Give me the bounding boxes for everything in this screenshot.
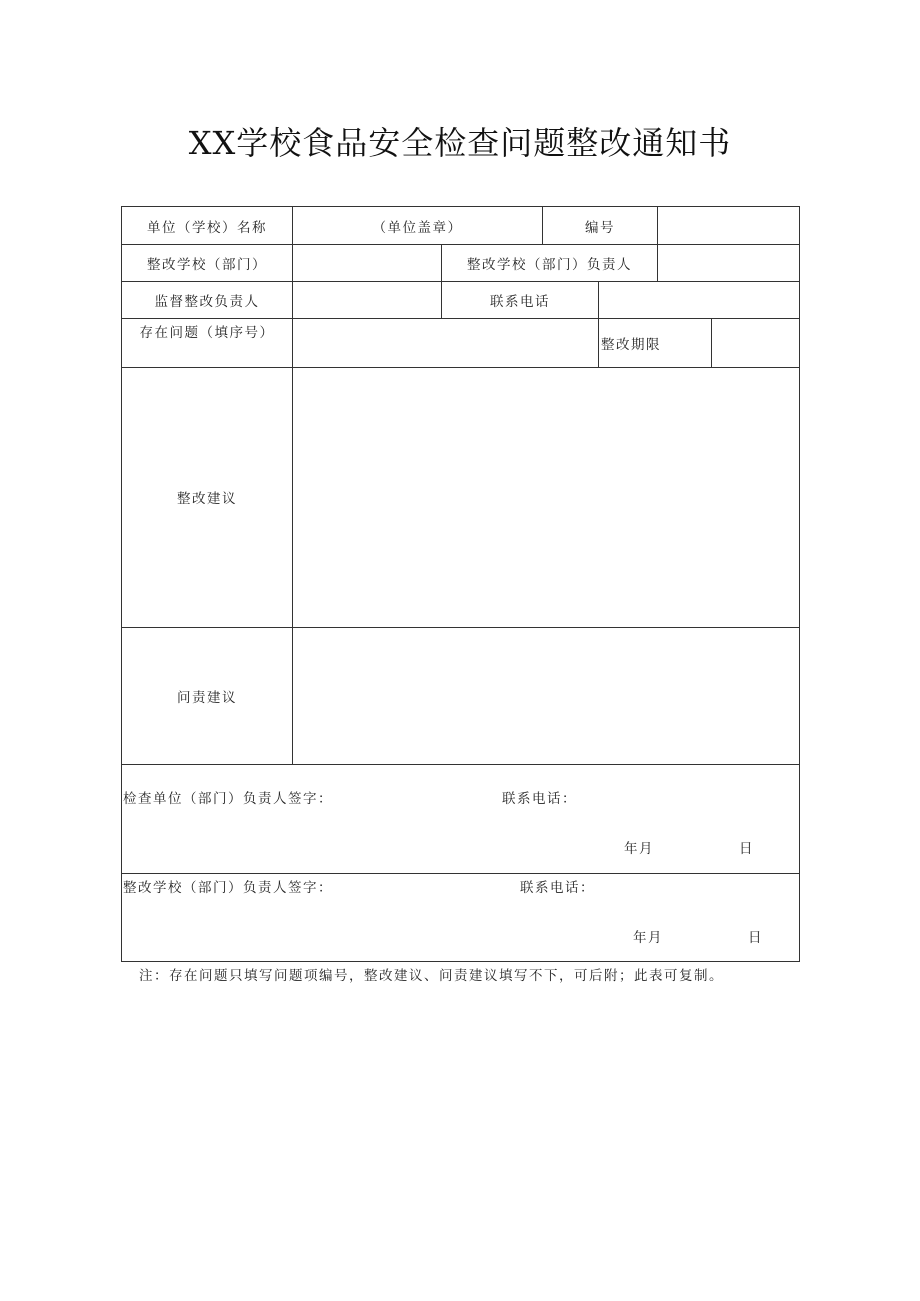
unit-name-label: 单位（学校）名称 — [147, 219, 267, 236]
rectify-suggestion-label: 整改建议 — [177, 491, 237, 507]
rectify-school-field[interactable] — [293, 244, 441, 281]
school-phone-label: 联系电话： — [520, 880, 595, 896]
inspector-day-label: 日 — [739, 841, 754, 857]
school-signature-field[interactable] — [122, 874, 799, 961]
number-field[interactable] — [658, 207, 799, 244]
number-label: 编号 — [585, 219, 615, 236]
deadline-label: 整改期限 — [601, 336, 661, 353]
school-signature-label: 整改学校（部门）负责人签字： — [123, 880, 333, 896]
rectify-suggestion-field[interactable] — [293, 368, 799, 627]
school-year-month-label: 年月 — [633, 930, 663, 946]
inspector-phone-label: 联系电话： — [502, 791, 577, 807]
footnote: 注：存在问题只填写问题项编号，整改建议、问责建议填写不下，可后附；此表可复制。 — [139, 968, 724, 984]
rectify-head-label: 整改学校（部门）负责人 — [467, 256, 632, 273]
inspector-signature-field[interactable] — [122, 765, 799, 873]
inspector-signature-label: 检查单位（部门）负责人签字： — [123, 791, 333, 807]
deadline-field[interactable] — [712, 318, 799, 367]
rectify-head-field[interactable] — [658, 244, 799, 281]
accountability-label: 问责建议 — [177, 689, 237, 706]
school-day-label: 日 — [748, 930, 763, 946]
supervisor-label: 监督整改负责人 — [154, 293, 260, 310]
issues-field[interactable] — [293, 318, 598, 367]
phone-label: 联系电话 — [490, 293, 550, 310]
unit-seal-field[interactable]: （单位盖章） — [372, 219, 463, 236]
phone-field[interactable] — [599, 281, 799, 318]
accountability-field[interactable] — [293, 628, 799, 764]
rectify-school-label: 整改学校（部门） — [147, 256, 267, 273]
document-title: XX学校食品安全检查问题整改通知书 — [188, 124, 732, 162]
rectification-form — [121, 206, 800, 962]
supervisor-field[interactable] — [293, 281, 441, 318]
issues-label: 存在问题（填序号） — [139, 325, 275, 341]
inspector-year-month-label: 年月 — [624, 841, 654, 857]
